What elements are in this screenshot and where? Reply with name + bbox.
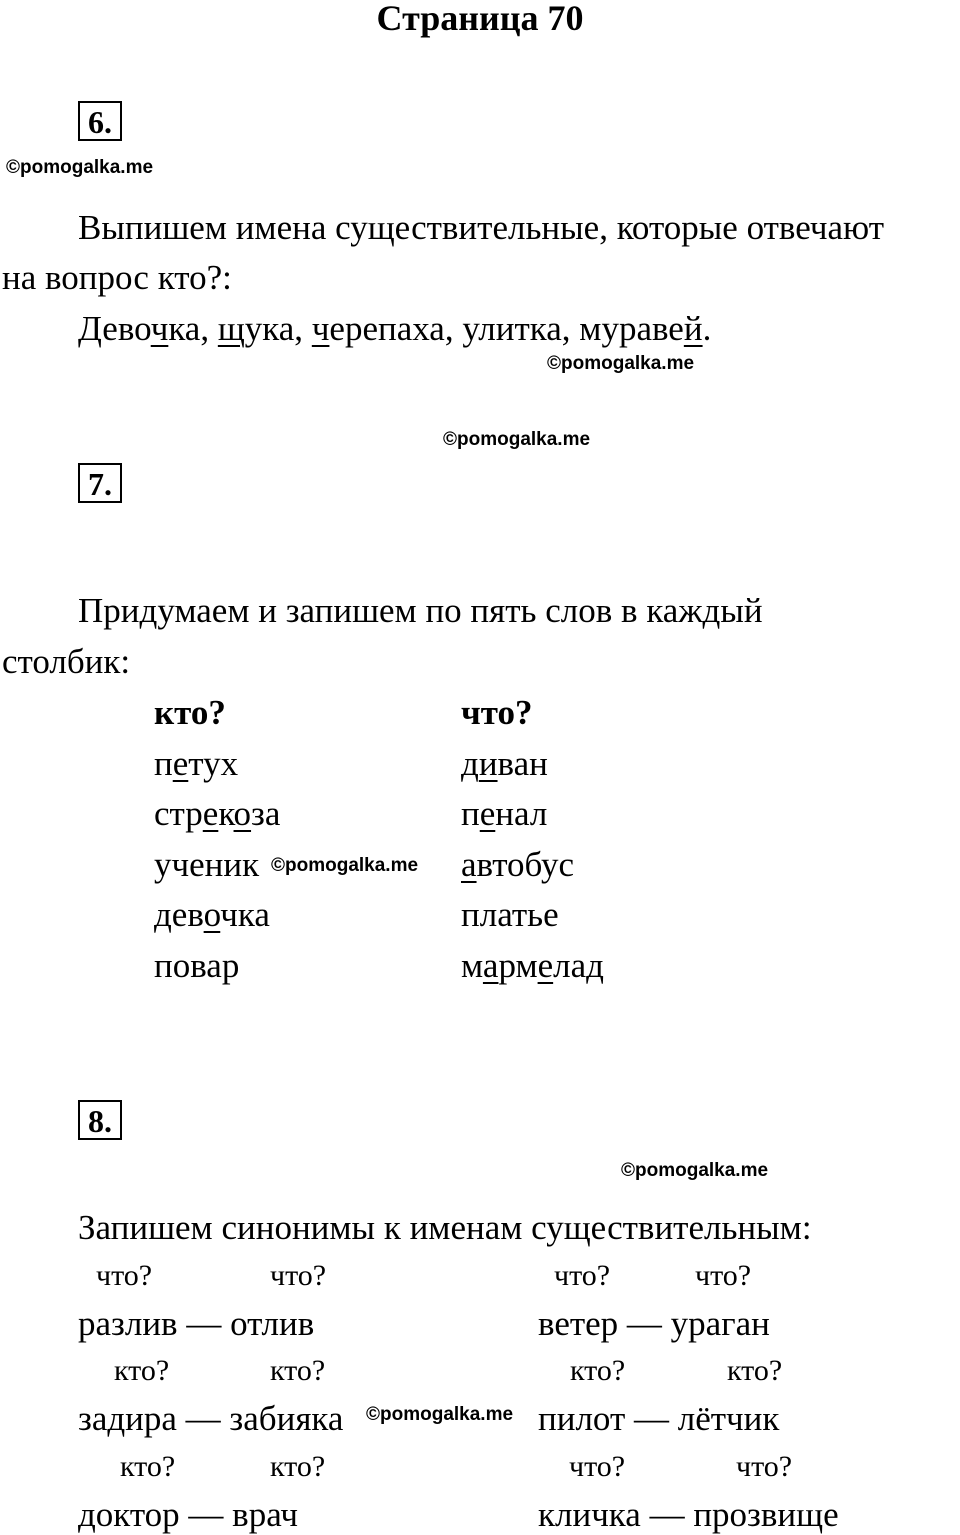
task-8-number: 8. <box>78 1100 122 1140</box>
underlined-letter: й <box>683 309 703 348</box>
synonym-pair-left: разлив — отлив <box>78 1304 315 1343</box>
synonym-pair-right: кличка — прозвище <box>538 1495 839 1534</box>
underlined-letter: ч <box>150 309 169 348</box>
who-word-1: петух <box>154 744 239 783</box>
watermark: ©pomogalka.me <box>271 855 419 876</box>
watermark: ©pomogalka.me <box>366 1404 514 1425</box>
watermark: ©pomogalka.me <box>547 353 695 374</box>
what-word-4: платье <box>461 895 559 934</box>
synonym-pair-left: задира — забияка <box>78 1399 344 1438</box>
word-fragment: ерепаха, улитка, мураве <box>329 309 684 348</box>
who-word-5: повар <box>154 946 240 985</box>
watermark: ©pomogalka.me <box>621 1160 769 1181</box>
synonym-pair-right: ветер — ураган <box>538 1304 770 1343</box>
question-label: что? <box>569 1450 626 1483</box>
task-6-line-1: Выпишем имена существительные, которые отвечают <box>78 208 885 247</box>
word-fragment: ука, <box>244 309 312 348</box>
column-header-what: что? <box>461 693 533 732</box>
watermark: ©pomogalka.me <box>443 429 591 450</box>
what-word-2: пенал <box>461 794 548 833</box>
page-title: Страница 70 <box>376 0 584 38</box>
task-7-number: 7. <box>78 463 122 503</box>
column-header-who: кто? <box>154 693 226 732</box>
task-6-answer <box>78 311 711 346</box>
what-word-3: автобус <box>461 845 575 884</box>
underlined-letter: ч <box>311 309 330 348</box>
question-label: кто? <box>727 1354 783 1387</box>
task-6-line-2: на вопрос кто?: <box>2 258 232 297</box>
task-7-line-2: столбик: <box>2 642 131 681</box>
what-word-1: диван <box>461 744 548 783</box>
underlined-letter: щ <box>217 309 245 348</box>
question-label: кто? <box>570 1354 626 1387</box>
watermark: ©pomogalka.me <box>6 157 154 178</box>
question-label: кто? <box>120 1450 176 1483</box>
who-word-2: стрекоза <box>154 794 281 833</box>
word-fragment: ка, <box>168 309 218 348</box>
task-6-number: 6. <box>78 101 122 141</box>
question-label: кто? <box>270 1354 326 1387</box>
task-8-line-1: Запишем синонимы к именам существительным: <box>78 1208 812 1247</box>
who-word-4: девочка <box>154 895 270 934</box>
word-fragment: Дево <box>78 309 151 348</box>
who-word-3: ученик <box>154 845 260 884</box>
question-label: что? <box>736 1450 793 1483</box>
word-fragment: . <box>702 309 712 348</box>
question-label: что? <box>270 1259 327 1292</box>
what-word-5: мармелад <box>461 946 604 985</box>
question-label: что? <box>695 1259 752 1292</box>
question-label: что? <box>96 1259 153 1292</box>
task-7-line-1: Придумаем и запишем по пять слов в каждый <box>78 591 763 630</box>
synonym-pair-right: пилот — лётчик <box>538 1399 780 1438</box>
synonym-pair-left: доктор — врач <box>78 1495 298 1534</box>
question-label: что? <box>554 1259 611 1292</box>
question-label: кто? <box>114 1354 170 1387</box>
question-label: кто? <box>270 1450 326 1483</box>
